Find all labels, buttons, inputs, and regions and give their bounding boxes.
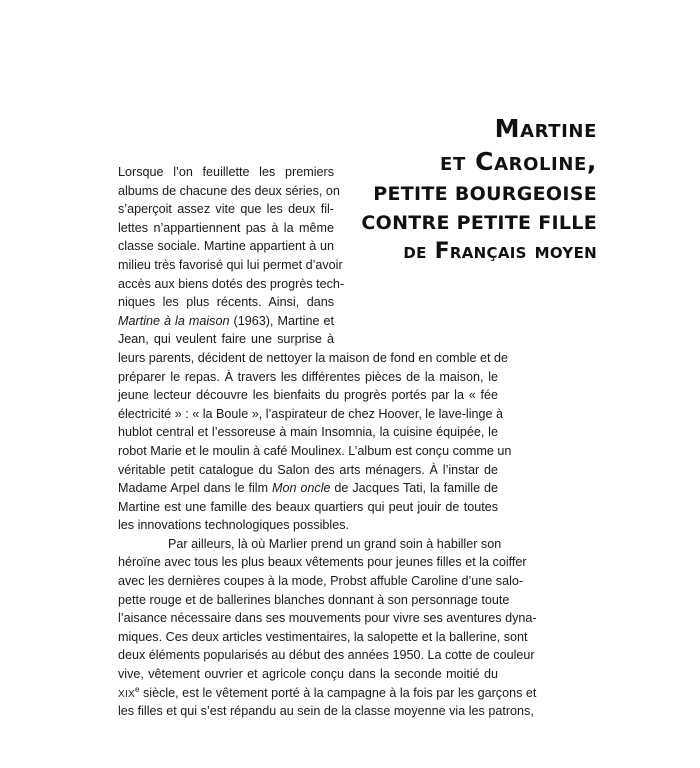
text-line: vive, vêtement ouvrier et agricole conçu dans la seconde moitié du <box>118 667 498 682</box>
text-line: accès aux biens dotés des progrès tech- <box>118 276 345 291</box>
text-line: Lorsque l’on feuillette les premiers <box>118 165 334 179</box>
text-line: électricité » : « la Boule », l’aspirateur de chez Hoover, le lave-linge à <box>118 406 504 421</box>
text-line: Par ailleurs, là où Marlier prend un grand soin à habiller son <box>168 536 502 551</box>
text-fragment: siècle, est le vêtement porté à la campagne à la fois par les garçons et <box>139 685 537 700</box>
title-line-5: de Français moyen <box>403 239 597 264</box>
film-title: Mon oncle <box>271 481 331 496</box>
text-line: niques les plus récents. Ainsi, dans <box>118 295 334 310</box>
text-line: pette rouge et de ballerines blanches donnant à son personnage toute <box>118 592 510 607</box>
text-fragment: de Jacques Tati, la famille de <box>330 481 498 496</box>
text-line: les innovations technologiques possibles. <box>118 518 350 533</box>
text-line: albums de chacune des deux séries, on <box>118 183 340 198</box>
text-line: héroïne avec tous les plus beaux vêtements pour jeunes filles et la coiffer <box>118 555 527 570</box>
text-line: classe sociale. Martine appartient à un <box>118 239 334 254</box>
title-line-3: PETITE BOURGEOISE <box>373 183 597 205</box>
text-line: hublot central et l’essoreuse à main Insomnia, la cuisine équipée, le <box>118 425 498 440</box>
text-line: miques. Ces deux articles vestimentaires, la salopette et la ballerine, sont <box>118 629 528 644</box>
text-line: les filles et qui s’est répandu au sein de la classe moyenne via les patrons, <box>118 704 534 719</box>
title-line-4: CONTRE PETITE FILLE <box>361 212 597 234</box>
text-line: Jean, qui veulent faire une surprise à <box>118 332 334 347</box>
ordinal-superscript: e <box>135 684 140 694</box>
text-line: milieu très favorisé qui lui permet d’avoir <box>118 257 343 272</box>
text-line: préparer le repas. À travers les différentes pièces de la maison, le <box>118 369 498 384</box>
text-line: s’aperçoit assez vite que les deux fil- <box>118 202 334 217</box>
paragraph-2 <box>118 535 537 721</box>
book-title: Martine à la maison <box>118 313 230 328</box>
century-numeral: XIX <box>118 688 136 700</box>
text-fragment: Madame Arpel dans le film <box>118 481 272 496</box>
text-line: lettes n’appartiennent pas à la même <box>118 220 334 235</box>
title-line-2: et Caroline, <box>440 147 597 176</box>
text-fragment: (1963), Martine et <box>229 313 334 328</box>
text-line <box>118 312 334 331</box>
text-line: jeune lecteur découvre les bienfaits du progrès portés par la « fée <box>118 388 498 403</box>
text-line: véritable petit catalogue du Salon des arts ménagers. À l’instar de <box>118 462 498 477</box>
title-line-1: Martine <box>494 114 597 143</box>
text-line <box>118 684 537 703</box>
text-line: l’aisance nécessaire dans ses mouvements pour vivre ses aventures dyna- <box>118 611 537 626</box>
text-line: Martine est une famille des beaux quartiers qui peut jouir de toutes <box>118 499 498 514</box>
text-line <box>118 479 498 498</box>
text-line: deux éléments popularisés au début des années 1950. La cotte de couleur <box>118 648 535 663</box>
text-line: robot Marie et le moulin à café Moulinex. L’album est conçu comme un <box>118 443 512 458</box>
text-line: leurs parents, décident de nettoyer la maison de fond en comble et de <box>118 350 508 365</box>
text-line: avec les dernières coupes à la mode, Probst affuble Caroline d’une salo- <box>118 574 524 589</box>
